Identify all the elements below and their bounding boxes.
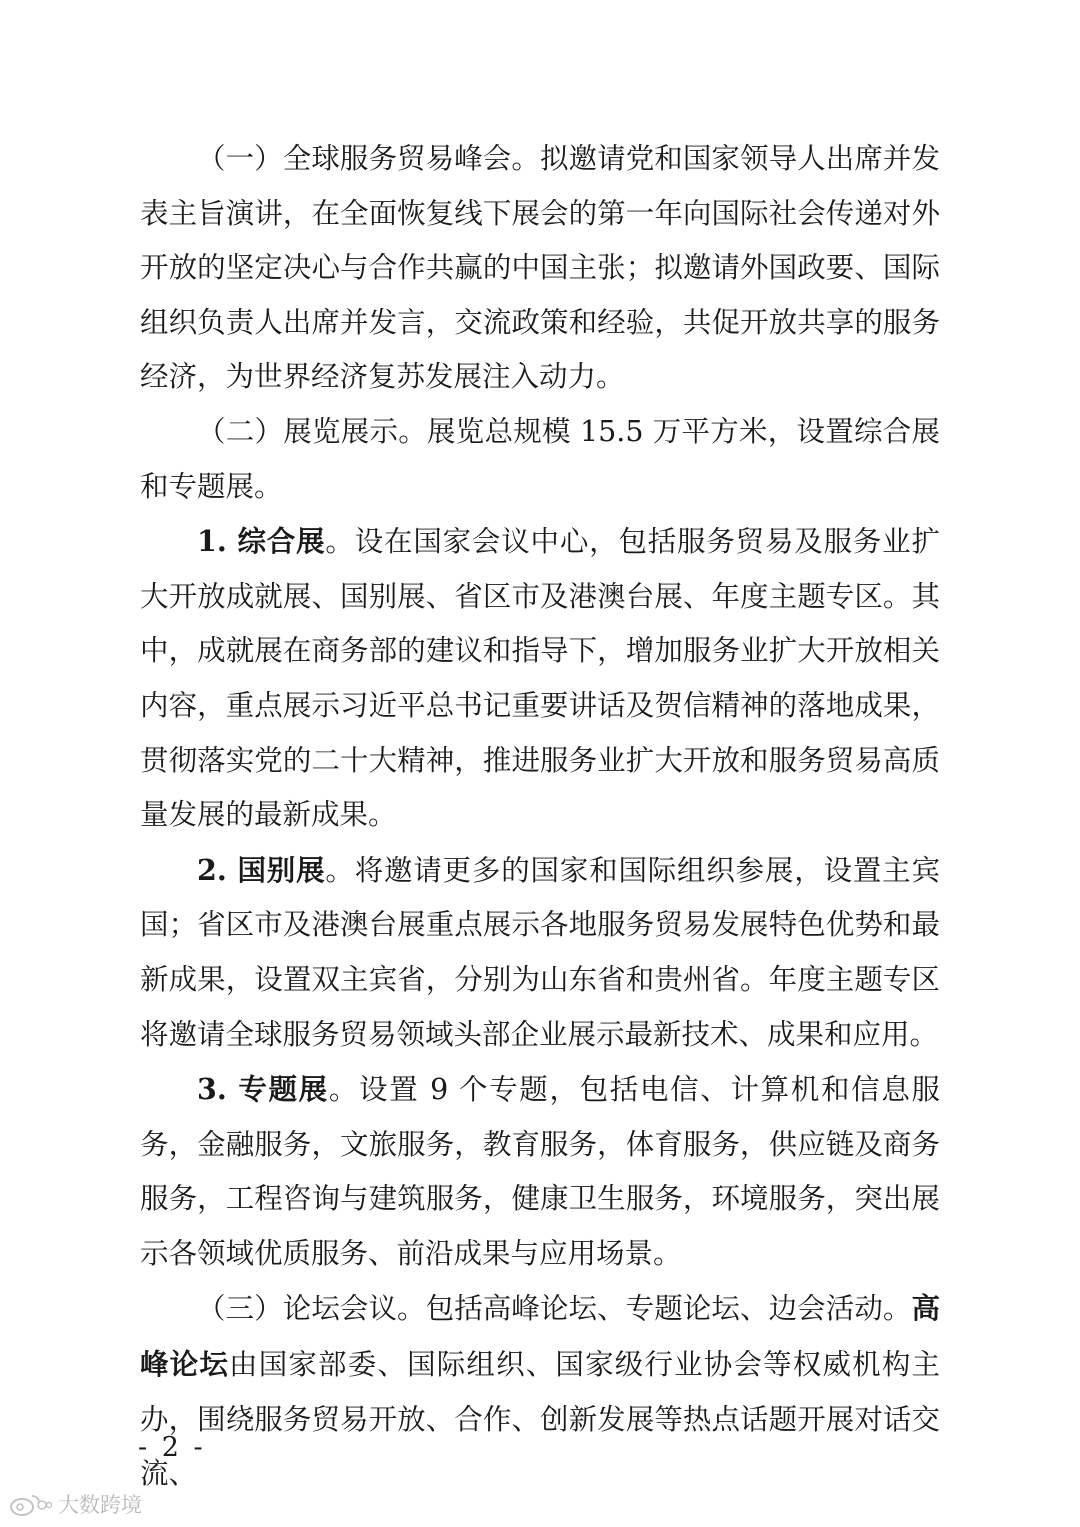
bold-heading-text: 3. 专题展: [197, 1072, 329, 1107]
document-body: [140, 132, 940, 1502]
paragraph: [140, 132, 940, 405]
paragraph-text: 。将邀请更多的国家和国际组织参展，设置主宾国；省区市及港澳台展重点展示各地服务贸易发展特色优势和最新成果，设置双主宾省，分别为山东省和贵州省。年度主题专区将邀请全球服务贸易领域头部企业展示最新技术、成果和应用。: [140, 853, 940, 1051]
paragraph-text: （三）论坛会议。包括高峰论坛、专题论坛、边会活动。: [197, 1292, 912, 1326]
paragraph-text: 。设置 9 个专题，包括电信、计算机和信息服务，金融服务，文旅服务，教育服务，体育服务，供应链及商务服务，工程咨询与建筑服务，健康卫生服务，环境服务，突出展示各领域优质服务、前沿成果与应用场景。: [140, 1073, 940, 1270]
paragraph-text: 。设在国家会议中心，包括服务贸易及服务业扩大开放成就展、国别展、省区市及港澳台展、年度主题专区。其中，成就展在商务部的建议和指导下，增加服务业扩大开放相关内容，重点展示习近平总书记重要讲话及贺信精神的落地成果，贯彻落实党的二十大精神，推进服务业扩大开放和服务贸易高质量发展的最新成果。: [140, 525, 940, 832]
watermark: [8, 1488, 142, 1520]
watermark-text: 大数跨境: [58, 1493, 142, 1517]
bold-heading-text: 2. 国别展: [197, 852, 326, 887]
paragraph: [140, 405, 940, 514]
paragraph-text: （二）展览展示。展览总规模 15.5 万平方米，设置综合展和专题展。: [140, 414, 940, 503]
paragraph-text: （一）全球服务贸易峰会。拟邀请党和国家领导人出席并发表主旨演讲，在全面恢复线下展会的第一年向国际社会传递对外开放的坚定决心与合作共赢的中国主张；拟邀请外国政要、国际组织负责人出席并发言，交流政策和经验，共促开放共享的服务经济，为世界经济复苏发展注入动力。: [140, 142, 940, 394]
bold-heading-text: 高峰论坛: [140, 1291, 940, 1382]
paragraph-text: 由国家部委、国际组织、国家级行业协会等权威机构主办，围绕服务贸易开放、合作、创新发展等热点话题开展对话交流、: [140, 1348, 940, 1491]
bold-heading-text: 1. 综合展: [197, 524, 326, 559]
weibo-logo-icon: [8, 1490, 52, 1518]
paragraph: [140, 514, 940, 843]
page-number: - 2 -: [138, 1432, 206, 1463]
paragraph: [140, 1062, 940, 1281]
paragraph: [140, 843, 940, 1062]
paragraph: [140, 1281, 940, 1501]
